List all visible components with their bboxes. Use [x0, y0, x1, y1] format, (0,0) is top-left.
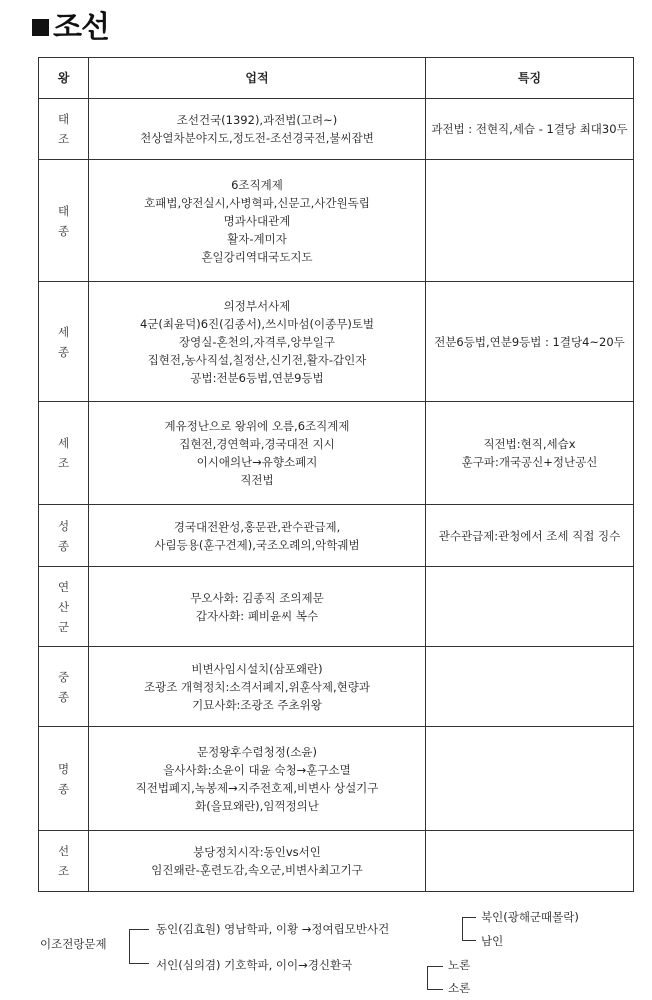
king-name: 태종 [57, 203, 70, 238]
king-cell [39, 99, 89, 160]
achievement-line: 임진왜란-훈련도감,속오군,비변사최고기구 [151, 863, 363, 877]
achievement-line: 의정부서사제 [223, 298, 291, 313]
king-cell [39, 402, 89, 505]
achievement-line: 집현전,농사직설,칠정산,신기전,활자-갑인자 [147, 352, 367, 367]
achievement-line: 활자-계미자 [227, 231, 287, 246]
features-cell [426, 282, 634, 402]
achievements-cell [89, 831, 426, 892]
features-cell [426, 99, 634, 160]
king-name: 중종 [57, 669, 70, 704]
feature-line: 관수관급제:관청에서 조세 직접 징수 [438, 528, 621, 543]
achievement-line: 기묘사화:조광조 주초위왕 [192, 697, 322, 712]
achievements-cell [89, 647, 426, 727]
achievement-line: 비변사임시설치(삼포왜란) [191, 661, 323, 676]
achievements-cell [89, 402, 426, 505]
achievement-line: 집현전,경연혁파,경국대전 지시 [179, 437, 335, 451]
achievement-line: 경국대전완성,홍문관,관수관급제, [173, 519, 341, 534]
branch-line [129, 929, 130, 964]
king-cell [39, 282, 89, 402]
table-row [39, 727, 634, 831]
feature-line: 직전법:현직,세습x [483, 437, 576, 451]
faction-seoin: 서인(심의겸) 기호학파, 이이→경신환국 [156, 958, 353, 972]
factions-root: 이조전랑문제 [40, 937, 107, 951]
branch-line [129, 963, 149, 964]
king-cell [39, 505, 89, 567]
achievement-line: 혼일강리역대국도지도 [201, 249, 313, 264]
feature-line: 훈구파:개국공신+정난공신 [461, 455, 598, 469]
king-cell [39, 160, 89, 282]
features-cell [426, 727, 634, 831]
header-achievements: 업적 [89, 58, 426, 99]
achievements-cell [89, 505, 426, 567]
page-title-text: 조선 [53, 10, 109, 45]
page-title [32, 6, 109, 50]
achievement-line: 이시애의난→유향소폐지 [196, 455, 318, 469]
branch-line [462, 940, 476, 941]
achievement-line: 공법:전분6등법,연분9등법 [190, 370, 324, 385]
achievements-cell [89, 99, 426, 160]
square-bullet-icon [32, 19, 49, 36]
king-name: 태조 [57, 112, 70, 146]
achievements-cell [89, 160, 426, 282]
achievement-line: 직전법폐지,녹봉제→지주전호제,비변사 상설기구 [135, 780, 379, 795]
features-cell [426, 160, 634, 282]
table-row [39, 160, 634, 282]
features-cell [426, 567, 634, 647]
achievement-line: 조광조 개혁정치:소격서폐지,위훈삭제,현량과 [144, 679, 370, 694]
achievement-line: 사림등용(훈구견제),국조오례의,악학궤범 [154, 537, 360, 552]
king-cell [39, 647, 89, 727]
king-name: 연산군 [57, 579, 70, 634]
king-name: 선조 [57, 844, 70, 878]
achievement-line: 천상열차분야지도,정도전-조선경국전,불씨잡변 [140, 131, 374, 145]
branch-line [462, 917, 463, 940]
kings-table [38, 57, 634, 892]
king-name: 명종 [57, 761, 70, 796]
branch-line [427, 966, 428, 989]
achievement-line: 명과사대관계 [223, 213, 291, 228]
feature-line: 전분6등법,연분9등법 : 1결당4~20두 [434, 334, 625, 349]
branch-line [427, 989, 443, 990]
achievement-line: 장영실-혼천의,자격루,앙부일구 [179, 334, 335, 349]
header-king: 왕 [39, 58, 89, 99]
table-header-row [39, 58, 634, 99]
king-cell [39, 831, 89, 892]
faction-bugin: 북인(광해군때몰락) [481, 910, 579, 924]
table-row [39, 505, 634, 567]
features-cell [426, 402, 634, 505]
features-cell [426, 831, 634, 892]
achievement-line: 갑자사화: 폐비윤씨 복수 [195, 608, 319, 623]
achievement-line: 호패법,양전실시,사병혁파,신문고,사간원독립 [144, 195, 370, 210]
factions-diagram [0, 900, 652, 1000]
features-cell [426, 505, 634, 567]
king-name: 세종 [57, 324, 70, 359]
faction-dongin: 동인(김효원) 영남학파, 이황 →정여립모반사건 [156, 922, 390, 936]
branch-line [462, 917, 476, 918]
achievement-line: 4군(최윤덕)6진(김종서),쓰시마섬(이종무)토벌 [139, 316, 375, 331]
king-cell [39, 567, 89, 647]
table-row [39, 647, 634, 727]
faction-soron: 소론 [448, 981, 471, 995]
king-name: 세조 [57, 436, 70, 470]
faction-noron: 노론 [448, 958, 471, 972]
feature-line: 과전법 : 전현직,세습 - 1결당 최대30두 [431, 122, 628, 136]
branch-line [427, 966, 443, 967]
table-row [39, 99, 634, 160]
table-row [39, 831, 634, 892]
header-features: 특징 [426, 58, 634, 99]
achievements-cell [89, 727, 426, 831]
achievement-line: 문정왕후수렴청정(소윤) [196, 744, 318, 759]
faction-namin: 남인 [481, 934, 504, 948]
king-cell [39, 727, 89, 831]
table-row [39, 402, 634, 505]
king-name: 성종 [57, 518, 70, 553]
achievement-line: 조선건국(1392),과전법(고려~) [176, 113, 338, 127]
achievement-line: 계유정난으로 왕위에 오름,6조직계제 [164, 419, 350, 433]
table-row [39, 567, 634, 647]
achievements-cell [89, 567, 426, 647]
features-cell [426, 647, 634, 727]
achievements-cell [89, 282, 426, 402]
achievement-line: 을사사화:소윤이 대윤 숙청→훈구소멸 [163, 762, 351, 777]
table-row [39, 282, 634, 402]
achievement-line: 직전법 [240, 473, 274, 487]
achievement-line: 붕당정치시작:동인vs서인 [193, 845, 321, 859]
achievement-line: 무오사화: 김종직 조의제문 [190, 590, 324, 605]
branch-line [129, 929, 149, 930]
achievement-line: 6조직계제 [231, 177, 283, 192]
achievement-line: 화(을묘왜란),임꺽정의난 [195, 798, 319, 813]
